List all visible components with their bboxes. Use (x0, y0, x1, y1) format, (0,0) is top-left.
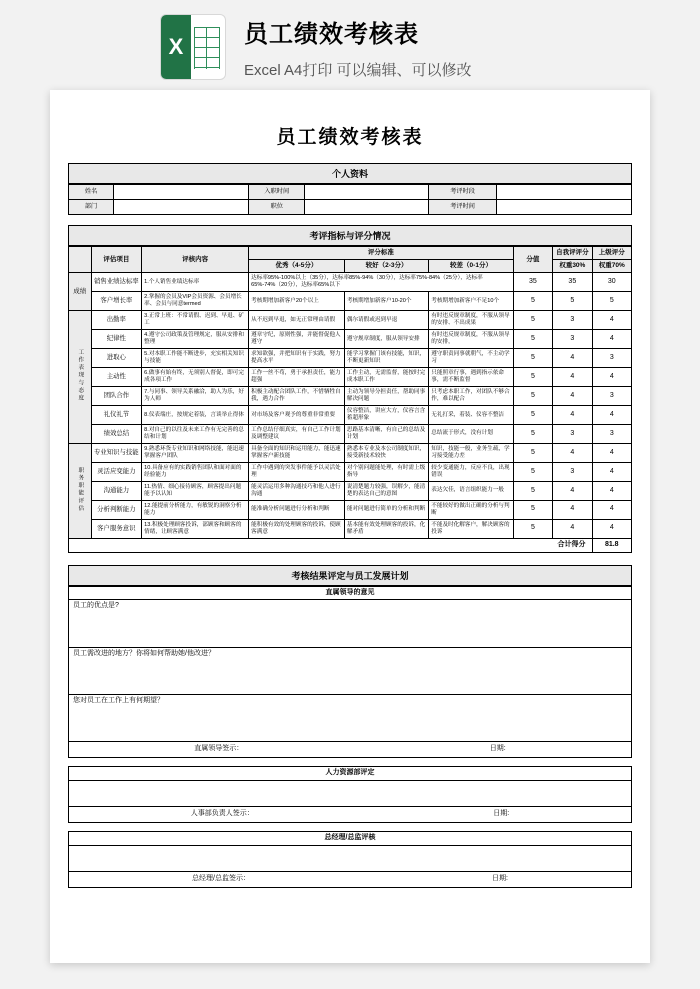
kpi-poor: 总结流于形式，没有计划 (429, 425, 513, 444)
kpi-poor: 只考虑本职工作，对团队不够合作，难以配合 (429, 387, 513, 406)
banner-text (244, 14, 472, 80)
kpi-col-good: 较好（2-3分） (344, 260, 428, 273)
kpi-item: 分析判断能力 (91, 500, 142, 519)
kpi-content: 12.能提前分析能力，有敏锐的洞察分析能力 (142, 500, 249, 519)
question-expectations: 您对员工在工作上有何期望？ (69, 694, 632, 707)
total-value: 81.8 (592, 538, 631, 552)
value-join-date[interactable] (305, 185, 429, 200)
kpi-poor: 有时违反规章制度，不服从领导的安排， (429, 330, 513, 349)
kpi-item: 沟通能力 (91, 481, 142, 500)
label-join-date: 入职时间 (249, 185, 305, 200)
kpi-sup[interactable]: 4 (592, 406, 631, 425)
kpi-good: 偶尔请假或迟到早退 (344, 311, 428, 330)
kpi-score: 35 (513, 273, 552, 292)
table-row (69, 845, 632, 871)
kpi-excellent: 积极主动配合团队工作，不惜牺牲自我，遇力合作 (249, 387, 345, 406)
section-result-plan: 考核结果评定与员工发展计划 (68, 565, 632, 586)
table-row (69, 780, 632, 806)
kpi-content: 6.做事有始有终，无须别人督促，即可完成各项工作 (142, 368, 249, 387)
table-row (69, 387, 632, 406)
table-row (69, 767, 632, 781)
excel-icon-letter: X (161, 15, 191, 79)
table-row (69, 871, 632, 887)
kpi-excellent: 能准确分析问题进行分析和判断 (249, 500, 345, 519)
kpi-excellent: 能灵活运用多种沟通技巧和他人进行沟通 (249, 481, 345, 500)
value-review-period[interactable] (496, 185, 631, 200)
gm-comment-area[interactable] (69, 845, 632, 871)
kpi-excellent: 工作一丝不苟，勇于承担责任，能力超强 (249, 368, 345, 387)
table-row (69, 586, 632, 600)
kpi-content: 9.熟悉环货专业知识和网络技能，能迅速掌握客户团队 (142, 443, 249, 462)
table-row (69, 806, 632, 822)
kpi-sup[interactable]: 4 (592, 443, 631, 462)
kpi-col-self-weight: 权重30% (553, 260, 592, 273)
kpi-good: 思路基本清晰，有自己的总结及计划 (344, 425, 428, 444)
kpi-score: 5 (513, 387, 552, 406)
leader-opinion-table (68, 586, 632, 759)
kpi-self[interactable]: 3 (553, 425, 592, 444)
kpi-col-self: 自我评评分 (553, 247, 592, 260)
kpi-sup[interactable]: 3 (592, 425, 631, 444)
answer-expectations[interactable] (69, 708, 632, 742)
kpi-self[interactable]: 4 (553, 349, 592, 368)
table-row (69, 185, 632, 200)
kpi-score: 5 (513, 349, 552, 368)
kpi-score: 5 (513, 462, 552, 481)
kpi-good: 工作主动，无需监督，能按时完成本职工作 (344, 368, 428, 387)
kpi-excellent: 对市场及客户观予的尊重非常重要 (249, 406, 345, 425)
kpi-self[interactable]: 4 (553, 443, 592, 462)
kpi-self[interactable]: 4 (553, 406, 592, 425)
kpi-standard-merged: 达标率95%-100%以上（35分），达标率85%-94%（30分），达标率75%-84%（25分），达标率65%-74%（20分），达标率65%以下 (249, 273, 514, 292)
table-row (69, 311, 632, 330)
kpi-score: 5 (513, 406, 552, 425)
kpi-sup[interactable]: 4 (592, 368, 631, 387)
kpi-good: 能对问题进行简单的分析和判断 (344, 500, 428, 519)
banner-subtitle: Excel A4打印 可以编辑、可以修改 (244, 62, 472, 79)
table-row (69, 742, 632, 758)
value-review-date[interactable] (496, 200, 631, 215)
kpi-good: 遵守规章制度，服从领导安排 (344, 330, 428, 349)
kpi-score: 5 (513, 311, 552, 330)
kpi-self[interactable]: 4 (553, 500, 592, 519)
kpi-excellent: 工作总结仔细真实，有自己工作计划及调整建议 (249, 425, 345, 444)
kpi-good: 熟悉本专业及本公司制度知识，接受新技术较快 (344, 443, 428, 462)
kpi-excellent: 考核期增加新客户20个以上 (249, 292, 345, 311)
kpi-item: 专业知识与技能 (91, 443, 142, 462)
document-title: 员工绩效考核表 (276, 127, 424, 148)
kpi-item: 客户增长率 (91, 292, 142, 311)
leader-signature-row (69, 742, 632, 758)
kpi-content: 5.对本职工作能不断进步，充实相关知识与技能 (142, 349, 249, 368)
table-row (69, 443, 632, 462)
kpi-content: 3.正常上班：不常请假、迟到、早退、矿工 (142, 311, 249, 330)
kpi-content: 13.积极处理顾客投诉，部顾客和顾客的情绪，让顾客满意 (142, 519, 249, 538)
hr-signature-row (69, 806, 632, 822)
kpi-poor: 较少变通能力，反应不良，出现错误 (429, 462, 513, 481)
kpi-excellent: 工作中遇到的突发事件能予以灵活处理 (249, 462, 345, 481)
table-row (69, 613, 632, 647)
kpi-item: 销售业绩达标率 (91, 273, 142, 292)
kpi-header-row-1 (69, 247, 632, 260)
kpi-col-item: 评估项目 (91, 247, 142, 273)
kpi-content: 8.仪表端庄，按规定着装，言谈举止得体 (142, 406, 249, 425)
kpi-poor: 遵守职责同事就朝气，不主动学习 (429, 349, 513, 368)
kpi-poor: 表达欠佳，语言组织能力一般 (429, 481, 513, 500)
table-row (69, 481, 632, 500)
table-row (69, 292, 632, 311)
table-row (69, 200, 632, 215)
table-row (69, 647, 632, 660)
kpi-score: 5 (513, 368, 552, 387)
table-row (69, 349, 632, 368)
kpi-sup[interactable]: 4 (592, 462, 631, 481)
table-row (69, 273, 632, 292)
kpi-sup[interactable]: 3 (592, 349, 631, 368)
kpi-poor: 只能照章行事，遇到指示依命事，需不断监督 (429, 368, 513, 387)
kpi-score: 5 (513, 425, 552, 444)
hr-comment-area[interactable] (69, 780, 632, 806)
kpi-item: 团队合作 (91, 387, 142, 406)
kpi-sup[interactable]: 4 (592, 311, 631, 330)
group-label-text: 职务职能评估 (77, 466, 84, 513)
banner-title: 员工绩效考核表 (244, 21, 419, 48)
kpi-col-poor: 较差（0-1分） (429, 260, 513, 273)
kpi-content: 7.与同事、领导关系融洽，助人为乐，好为人师 (142, 387, 249, 406)
kpi-content: 8.对自己的以往及未来工作有无完善的总结和计划 (142, 425, 249, 444)
label-department: 部门 (69, 200, 114, 215)
kpi-excellent: 具备全面的知识和运用能力，能迅速掌握客户新技能 (249, 443, 345, 462)
total-row (69, 538, 632, 552)
kpi-sup[interactable]: 4 (592, 330, 631, 349)
kpi-self[interactable]: 4 (553, 387, 592, 406)
kpi-score: 5 (513, 330, 552, 349)
kpi-good: 说清楚题力较强，误解少，能清楚的表达自己的意图 (344, 481, 428, 500)
kpi-content: 2.掌握的会员及VIP会员资源、会员增长率、会员与同意termed (142, 292, 249, 311)
kpi-item: 纪律性 (91, 330, 142, 349)
value-department[interactable] (114, 200, 249, 215)
kpi-sup[interactable]: 4 (592, 519, 631, 538)
personal-info-table (68, 184, 632, 215)
kpi-score: 5 (513, 481, 552, 500)
kpi-self[interactable]: 3 (553, 330, 592, 349)
kpi-item: 主动性 (91, 368, 142, 387)
kpi-poor: 不能及时化解客户，解决顾客的投诉 (429, 519, 513, 538)
kpi-score: 5 (513, 500, 552, 519)
kpi-poor: 考核期增加新客户不足10个 (429, 292, 513, 311)
gm-signature-label: 总经理/总监签示： (192, 874, 250, 882)
kpi-item: 进取心 (91, 349, 142, 368)
hr-signature-label: 人事部负责人签示： (190, 809, 254, 817)
gm-signature-row (69, 871, 632, 887)
table-row (69, 425, 632, 444)
answer-improvements[interactable] (69, 660, 632, 694)
kpi-poor: 知识，技能一般，业务生疏，学习接受能力差 (429, 443, 513, 462)
section-personal-info: 个人资料 (68, 163, 632, 184)
section-gm: 总经理/总监评核 (69, 831, 632, 845)
kpi-sup[interactable]: 30 (592, 273, 631, 292)
table-row (69, 694, 632, 707)
group-label-performance (69, 311, 92, 444)
kpi-item: 绩效总结 (91, 425, 142, 444)
kpi-poor: 无礼打采，着装、仪容不整洁 (429, 406, 513, 425)
kpi-poor: 不能较好的做出正确的分析与判断 (429, 500, 513, 519)
kpi-good: 主动为领导分担责任，帮助同事解决问题 (344, 387, 428, 406)
group-label-text: 工作表现与态度 (77, 348, 84, 403)
kpi-sup[interactable]: 4 (592, 500, 631, 519)
excel-file-icon (160, 14, 226, 80)
kpi-content: 11.热情、细心接待顾客，顾客提出问题能予以认知 (142, 481, 249, 500)
kpi-item: 礼仪礼节 (91, 406, 142, 425)
kpi-good: 能学习掌握门该有技能，知识，不断更新知识 (344, 349, 428, 368)
kpi-score: 5 (513, 519, 552, 538)
section-hr: 人力资源部评定 (69, 767, 632, 781)
table-row (69, 831, 632, 845)
value-position[interactable] (305, 200, 429, 215)
kpi-excellent: 遵章守纪，原则性强，并能督促他人遵守 (249, 330, 345, 349)
table-row (69, 500, 632, 519)
kpi-score: 5 (513, 443, 552, 462)
kpi-good: 考核期增加新客户10-20个 (344, 292, 428, 311)
answer-strengths[interactable] (69, 613, 632, 647)
kpi-col-standard: 评分标准 (249, 247, 514, 260)
kpi-col-score: 分值 (513, 247, 552, 273)
group-label-competency (69, 443, 92, 538)
kpi-col-group (69, 247, 92, 273)
label-position: 职位 (249, 200, 305, 215)
kpi-sup[interactable]: 3 (592, 387, 631, 406)
section-kpi: 考评指标与评分情况 (68, 225, 632, 246)
kpi-self[interactable]: 3 (553, 462, 592, 481)
kpi-self[interactable]: 3 (553, 311, 592, 330)
table-row (69, 330, 632, 349)
kpi-self[interactable]: 4 (553, 368, 592, 387)
kpi-excellent: 能积极有效的处理顾客的投诉，使顾客满意 (249, 519, 345, 538)
kpi-table (68, 246, 632, 553)
section-leader-opinion: 直属领导的意见 (69, 586, 632, 600)
table-row (69, 660, 632, 694)
table-row (69, 708, 632, 742)
label-review-date: 考评时间 (429, 200, 497, 215)
hr-evaluation-table (68, 766, 632, 823)
leader-signature-label: 直属领导签示： (194, 745, 244, 753)
kpi-col-content: 评核内容 (142, 247, 249, 273)
label-name: 姓名 (69, 185, 114, 200)
leader-date-label: 日期: (489, 745, 506, 753)
table-row (69, 600, 632, 613)
kpi-poor: 有时违反规章制度，不服从领导的安排、不出成果 (429, 311, 513, 330)
kpi-item: 出勤率 (91, 311, 142, 330)
kpi-score: 5 (513, 292, 552, 311)
table-row (69, 462, 632, 481)
group-label-achievement: 成绩 (69, 273, 92, 311)
kpi-content: 1.个人销售业绩达标率 (142, 273, 249, 292)
gm-evaluation-table (68, 831, 632, 888)
kpi-content: 4.遵守公司政策及管理规定，服从安排和整理 (142, 330, 249, 349)
kpi-excellent: 从不迟到早退，如无正常理由请假 (249, 311, 345, 330)
label-review-period: 考评时段 (429, 185, 497, 200)
value-name[interactable] (114, 185, 249, 200)
kpi-sup[interactable]: 5 (592, 292, 631, 311)
excel-icon-grid (194, 27, 220, 69)
kpi-good: 基本能有效处理顾客的投诉，化解矛盾 (344, 519, 428, 538)
kpi-content: 10.具备应有的实践销售团队和面对面的经验能力 (142, 462, 249, 481)
kpi-sup[interactable]: 4 (592, 481, 631, 500)
document-sheet (50, 90, 650, 963)
kpi-self[interactable]: 5 (553, 292, 592, 311)
page-banner (0, 0, 700, 90)
table-row (69, 368, 632, 387)
kpi-col-supervisor: 上级评分 (592, 247, 631, 260)
kpi-self[interactable]: 35 (553, 273, 592, 292)
question-improvements: 员工需改进的地方？你将如何帮助她/他改进？ (69, 647, 632, 660)
gm-date-label: 日期: (492, 874, 508, 882)
total-label: 合计得分 (69, 538, 593, 552)
kpi-col-excellent: 优秀（4-5分） (249, 260, 345, 273)
kpi-excellent: 求知欲强，并把知识有于实践，努力提高水平 (249, 349, 345, 368)
question-strengths: 员工的优点是? (69, 600, 632, 613)
table-row (69, 519, 632, 538)
table-row (69, 406, 632, 425)
kpi-self[interactable]: 4 (553, 519, 592, 538)
kpi-self[interactable]: 4 (553, 481, 592, 500)
kpi-item: 灵活应变能力 (91, 462, 142, 481)
kpi-good: 仪容整洁，讲应大方，仪容言含蓄超形象 (344, 406, 428, 425)
kpi-good: 对个别问题能处理，有时需上级指导 (344, 462, 428, 481)
kpi-col-sup-weight: 权重70% (592, 260, 631, 273)
kpi-item: 客户服务意识 (91, 519, 142, 538)
hr-date-label: 日期: (493, 809, 510, 817)
